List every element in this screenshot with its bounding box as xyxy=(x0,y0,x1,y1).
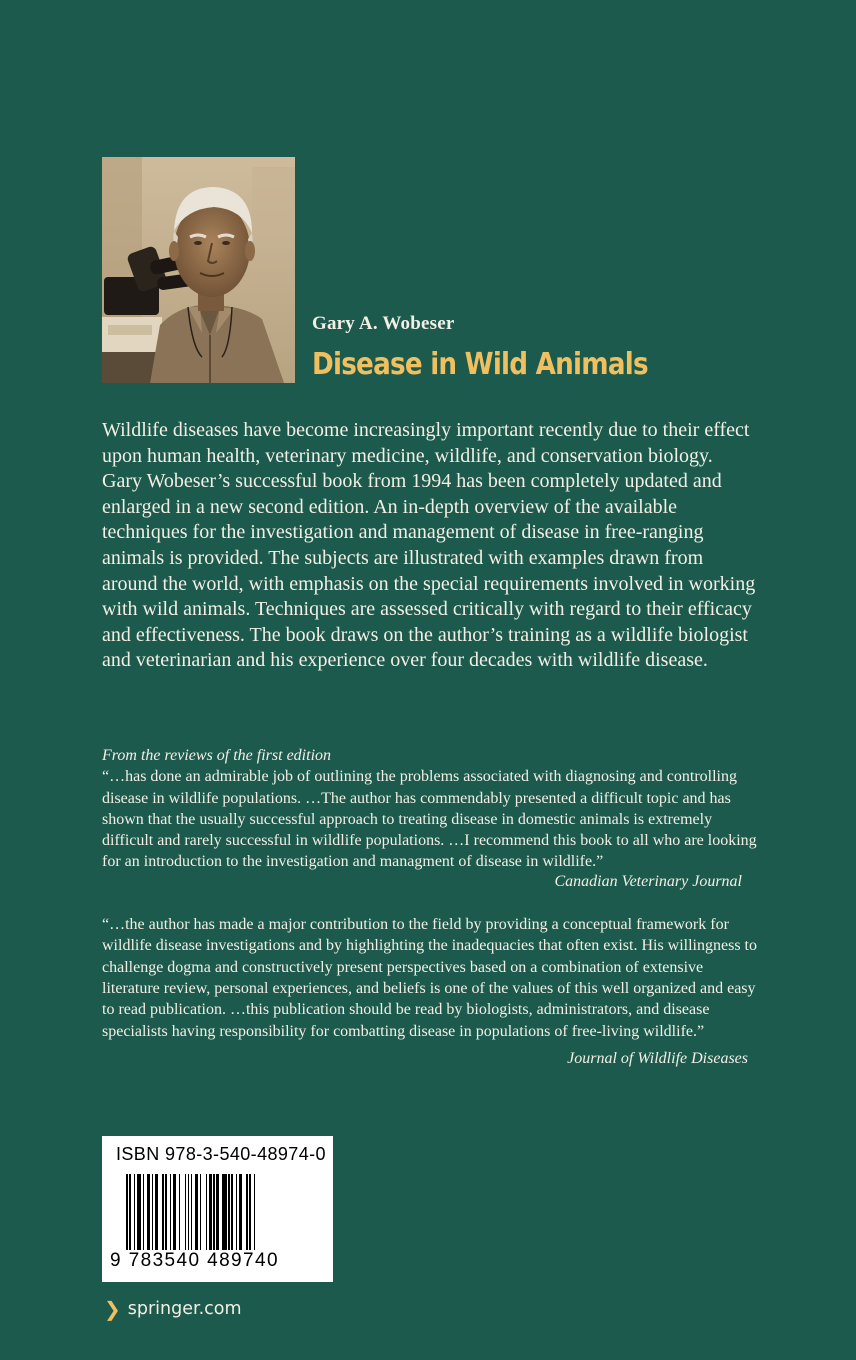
review-quote xyxy=(102,914,762,1067)
book-title: Disease in Wild Animals xyxy=(312,347,648,382)
review-source: Journal of Wildlife Diseases xyxy=(567,1049,748,1067)
author-photo xyxy=(102,157,295,383)
chevron-right-icon: ❯ xyxy=(104,1297,121,1321)
blurb xyxy=(102,418,762,674)
publisher-link[interactable] xyxy=(104,1299,242,1319)
review-quote-text: “…the author has made a major contribution to the field by providing a conceptual framework for wildlife disease investigations and by highlighting the inadequacies that often exist. His willingness to challenge dogma and constructively present perspectives based on a combination of extensive literature review, personal experiences, and beliefs is one of the values of this well organized and easy to read publication. …this publication should be read by biologists, administrators, and disease specialists having responsibility for combatting disease in populations of free-living wildlife.” xyxy=(102,916,757,1040)
reviews-heading: From the reviews of the first edition xyxy=(102,747,332,764)
author-name: Gary A. Wobeser xyxy=(312,313,455,334)
blurb-paragraph: Wildlife diseases have become increasingly important recently due to their effect upon human health, veterinary medicine, wildlife, and conservation biology. xyxy=(102,419,750,467)
barcode-digits: 9 783540 489740 xyxy=(110,1250,279,1271)
reviews xyxy=(102,745,762,1069)
isbn-label: ISBN 978-3-540-48974-0 xyxy=(116,1144,326,1164)
review-source: Canadian Veterinary Journal xyxy=(554,872,742,890)
barcode xyxy=(102,1136,333,1282)
blurb-paragraph: Gary Wobeser’s successful book from 1994 has been completely updated and enlarged in a new second edition. An in-depth overview of the available techniques for the investigation and management of disease in free-ranging animals is provided. The subjects are illustrated with examples drawn from around the world, with emphasis on the special requirements involved in working with wild animals. Techniques are assessed critically with regard to their efficacy and effectiveness. The book draws on the author’s training as a wildlife biologist and veterinarian and his experience over four decades with wildlife disease. xyxy=(102,470,756,672)
publisher-link-label: springer.com xyxy=(127,1299,242,1319)
barcode-bars xyxy=(126,1174,316,1260)
review-quote: “…has done an admirable job of outlining the problems associated with diagnosing and controlling disease in wildlife populations. …The author has commendably presented a difficult topic and has shown that the usually successful approach to treating disease in domestic animals is extremely difficult and rarely successful in wildlife populations. …I recommend this book to all who are looking for an introduction to the investigation and managment of disease in wildlife.” xyxy=(102,768,757,871)
barcode-bar xyxy=(255,1174,257,1260)
